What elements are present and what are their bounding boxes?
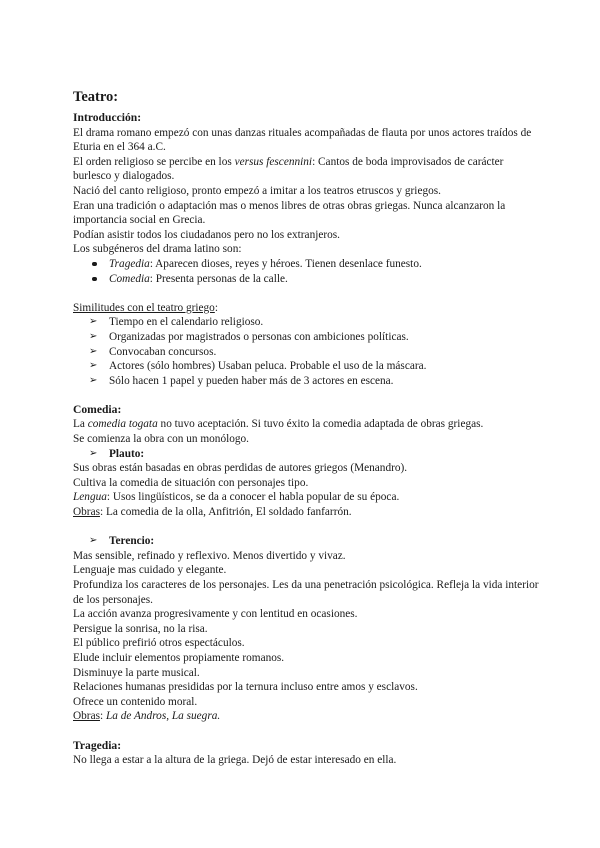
list-item: ➢ Convocaban concursos.: [89, 345, 217, 358]
intro-paragraph-3: Nació del canto religioso, pronto empezó a imitar a los teatros etruscos y griegos.: [73, 184, 441, 197]
document-body: [73, 88, 543, 768]
terencio-line: Ofrece un contenido moral.: [73, 695, 198, 708]
list-item-tragedia: Tragedia: Aparecen dioses, reyes y héroes. Tienen desenlace funesto.: [73, 257, 543, 272]
intro-paragraph-2: El orden religioso se percibe en los versus fescennini: Cantos de boda improvisados de carácter burlesco y dialogados.: [73, 155, 504, 183]
intro-paragraph-1: El drama romano empezó con unas danzas rituales acompañadas de flauta por unos actores traídos de Eturia en el 364 a.C.: [73, 126, 532, 154]
plauto-obras: Obras: La comedia de la olla, Anfitrión, El soldado fanfarrón.: [73, 506, 352, 519]
arrow-bullet-icon: ➢: [89, 447, 98, 459]
comedia-paragraph-2: Se comienza la obra con un monólogo.: [73, 433, 249, 446]
plauto-lengua: Lengua: Usos lingüísticos, se da a conocer el habla popular de su época.: [73, 491, 400, 504]
terencio-line: La acción avanza progresivamente y con lentitud en ocasiones.: [73, 608, 358, 621]
terencio-line: Persigue la sonrisa, no la risa.: [73, 622, 208, 635]
plauto-heading: ➢ Plauto:: [89, 447, 145, 460]
list-item: ➢ Sólo hacen 1 papel y pueden haber más de 3 actores en escena.: [89, 374, 394, 387]
similitudes-list: [73, 315, 543, 388]
terencio-line: Elude incluir elementos propiamente romanos.: [73, 651, 285, 664]
arrow-bullet-icon: ➢: [89, 330, 98, 342]
tragedia-paragraph-1: No llega a estar a la altura de la griega. Dejó de estar interesado en ella.: [73, 754, 397, 767]
tragedia-heading: Tragedia:: [73, 738, 122, 752]
terencio-line: Profundiza los caracteres de los personajes. Les da una penetración psicológica. Refleja la vida interior de los personajes.: [73, 579, 539, 606]
list-item: ➢ Actores (sólo hombres) Usaban peluca. Probable el uso de la máscara.: [89, 360, 427, 373]
plauto-line-2: Cultiva la comedia de situación con personajes tipo.: [73, 476, 309, 489]
intro-paragraph-5: Podían asistir todos los ciudadanos pero no los extranjeros.: [73, 228, 341, 241]
comedia-heading: Comedia:: [73, 402, 122, 416]
list-item-comedia: Comedia: Presenta personas de la calle.: [73, 272, 543, 287]
intro-paragraph-6: Los subgéneros del drama latino son:: [73, 243, 242, 256]
list-item: ➢ Organizadas por magistrados o personas con ambiciones políticas.: [89, 330, 409, 343]
arrow-bullet-icon: ➢: [89, 360, 98, 372]
arrow-bullet-icon: ➢: [89, 535, 98, 547]
subgenres-list: [73, 257, 543, 286]
intro-heading: Introducción:: [73, 111, 142, 124]
list-item: ➢ Tiempo en el calendario religioso.: [89, 316, 264, 329]
terencio-heading: ➢ Terencio:: [89, 535, 155, 548]
intro-paragraph-4: Eran una tradición o adaptación mas o menos libres de otras obras griegas. Nunca alcanzaron la importancia social en Grecia.: [73, 199, 506, 227]
terencio-obras: Obras: La de Andros, La suegra.: [73, 710, 221, 723]
terencio-line: El público prefirió otros espectáculos.: [73, 637, 245, 650]
terencio-line: Mas sensible, refinado y reflexivo. Menos divertido y vivaz.: [73, 549, 346, 562]
arrow-bullet-icon: ➢: [89, 374, 98, 386]
arrow-bullet-icon: ➢: [89, 316, 98, 328]
arrow-bullet-icon: ➢: [89, 345, 98, 357]
terencio-line: Disminuye la parte musical.: [73, 666, 200, 679]
page-title: Teatro:: [73, 89, 119, 105]
terencio-line: Relaciones humanas presididas por la ternura incluso entre amos y esclavos.: [73, 681, 418, 694]
plauto-line-1: Sus obras están basadas en obras perdidas de autores griegos (Menandro).: [73, 462, 408, 475]
similitudes-heading: Similitudes con el teatro griego:: [73, 301, 218, 314]
terencio-line: Lenguaje mas cuidado y elegante.: [73, 564, 227, 577]
comedia-paragraph-1: La comedia togata no tuvo aceptación. Si tuvo éxito la comedia adaptada de obras griegas.: [73, 418, 484, 431]
